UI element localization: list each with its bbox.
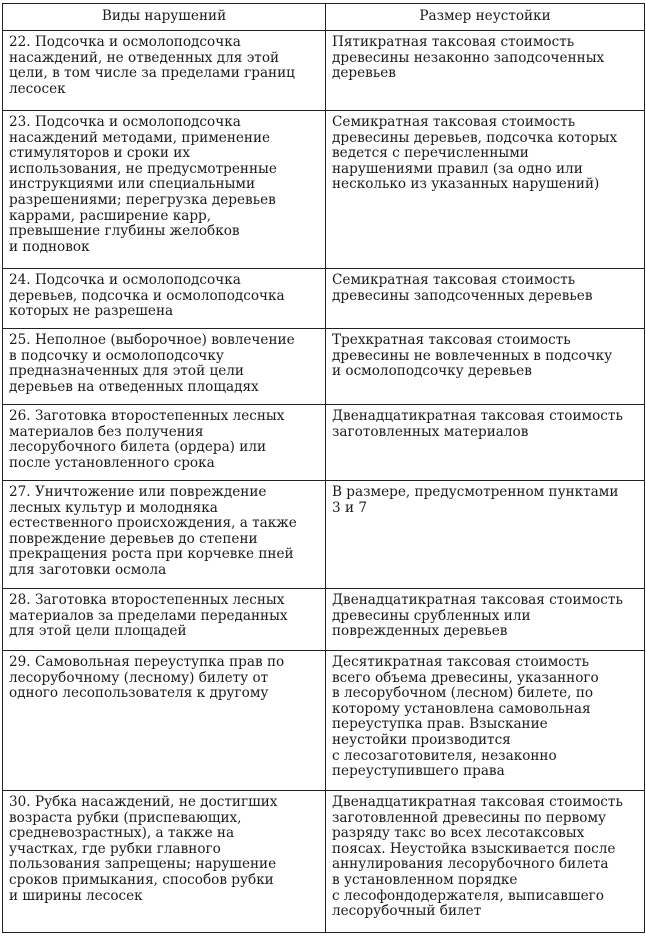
penalty-cell <box>326 111 645 269</box>
violation-cell <box>3 111 326 269</box>
violation-text: 26. Заготовка второстепенных лесных материалов без получения лесорубочного билета (ордера) или после установленного срока <box>9 408 285 471</box>
penalty-text: Двенадцатикратная таксовая стоимость заготовленной древесины по первому разряду такс во всех лесотаксовых поясах. Неустойка взыскивается после аннулирования лесорубочного билета в установленном порядке с лесофондодержателя, выписавшего лесорубочный билет <box>332 794 623 920</box>
table-row <box>3 791 645 933</box>
table-row <box>3 481 645 589</box>
penalty-text: Десятикратная таксовая стоимость всего объема древесины, указанного в лесорубочном (лесном) билете, по которому установлена самовольная переуступка прав. Взыскание неустойки производится с лесозаготовителя, незаконно переуступившего права <box>332 654 599 780</box>
violation-cell <box>3 791 326 933</box>
violation-text: 27. Уничтожение или повреждение лесных культур и молодняка естественного происхождения, а также повреждение деревьев до степени прекращения роста при корчевке пней для заготовки осмола <box>9 484 297 578</box>
violation-text: 23. Подсочка и осмолоподсочка насаждений методами, применение стимуляторов и сроки их использования, не предусмотренные инструкциями или специальными разрешениями; перегрузка деревьев каррами, расширение карр, превышение глубины желобков и подновок <box>9 114 277 255</box>
table-row <box>3 329 645 405</box>
penalty-cell <box>326 791 645 933</box>
penalty-text: Двенадцатикратная таксовая стоимость древесины срубленных или поврежденных деревьев <box>332 592 623 640</box>
table-row <box>3 269 645 329</box>
violation-cell <box>3 329 326 405</box>
penalty-text: В размере, предусмотренном пунктами 3 и 7 <box>332 484 619 516</box>
header-penalty-amount: Размер неустойки <box>326 4 645 31</box>
violation-text: 28. Заготовка второстепенных лесных материалов за пределами переданных для этой цели площадей <box>9 592 288 640</box>
penalty-cell <box>326 481 645 589</box>
violation-cell <box>3 31 326 111</box>
violation-text: 29. Самовольная переуступка прав по лесорубочному (лесному) билету от одного лесопользователя к другому <box>9 654 285 702</box>
header-row <box>3 4 645 31</box>
penalty-text: Двенадцатикратная таксовая стоимость заготовленных материалов <box>332 408 623 440</box>
penalty-cell <box>326 31 645 111</box>
violation-cell <box>3 481 326 589</box>
penalty-cell <box>326 405 645 481</box>
penalty-text: Семикратная таксовая стоимость древесины деревьев, подсочка которых ведется с перечисленными нарушениями правил (за одно или несколько из указанных нарушений) <box>332 114 618 193</box>
penalty-cell <box>326 329 645 405</box>
violation-text: 25. Неполное (выборочное) вовлечение в подсочку и осмолоподсочку предназначенных для этой цели деревьев на отведенных площадях <box>9 332 295 395</box>
penalty-cell <box>326 269 645 329</box>
table-row <box>3 31 645 111</box>
header-violation-types: Виды нарушений <box>3 4 326 31</box>
table-row <box>3 405 645 481</box>
violation-cell <box>3 651 326 791</box>
violation-cell <box>3 405 326 481</box>
penalty-cell <box>326 651 645 791</box>
penalty-table <box>2 3 645 933</box>
table-row <box>3 651 645 791</box>
table-row <box>3 589 645 651</box>
penalty-text: Трехкратная таксовая стоимость древесины не вовлеченных в подсочку и осмолоподсочку деревьев <box>332 332 613 380</box>
table-row <box>3 111 645 269</box>
violation-text: 30. Рубка насаждений, не достигших возраста рубки (приспевающих, средневозрастных), а также на участках, где рубки главного пользования запрещены; нарушение сроков примыкания, способов рубки и ширины лесосек <box>9 794 278 904</box>
violation-cell <box>3 269 326 329</box>
violation-cell <box>3 589 326 651</box>
penalty-text: Семикратная таксовая стоимость древесины заподсоченных деревьев <box>332 272 593 304</box>
penalty-text: Пятикратная таксовая стоимость древесины незаконно заподсоченных деревьев <box>332 34 605 82</box>
violation-text: 22. Подсочка и осмолоподсочка насаждений, не отведенных для этой цели, в том числе за пределами границ лесосек <box>9 34 295 97</box>
penalty-cell <box>326 589 645 651</box>
violation-text: 24. Подсочка и осмолоподсочка деревьев, подсочка и осмолоподсочка которых не разрешена <box>9 272 285 320</box>
